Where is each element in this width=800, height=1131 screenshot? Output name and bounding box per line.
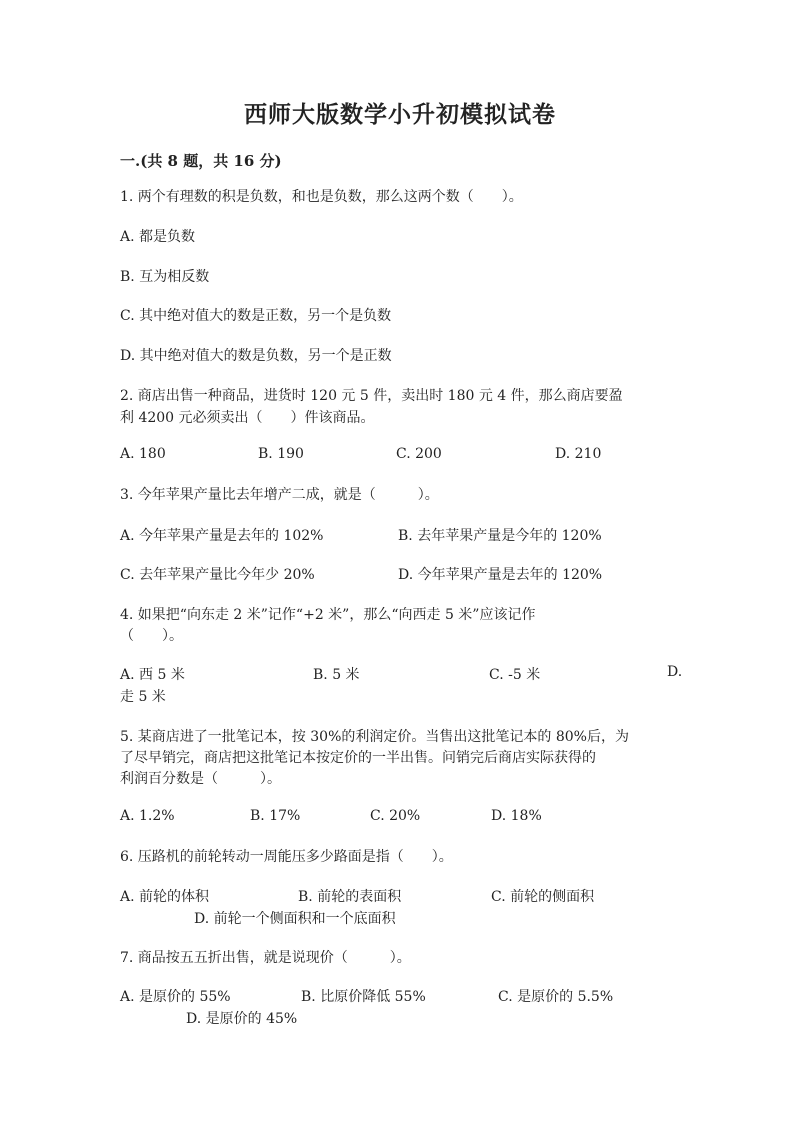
- question-7-option-c: C. 是原价的 5.5%: [498, 989, 614, 1005]
- question-6-option-b: B. 前轮的表面积: [298, 889, 402, 905]
- question-5-stem-line-1: 5. 某商店进了一批笔记本，按 30%的利润定价。当售出这批笔记本的 80%后，为: [120, 729, 629, 745]
- question-5-stem-line-2: 了尽早销完，商店把这批笔记本按定价的一半出售。问销完后商店实际获得的: [120, 750, 596, 766]
- question-6-option-a: A. 前轮的体积: [120, 889, 210, 905]
- question-2-stem-line-2: 利 4200 元必须卖出（ ）件该商品。: [120, 410, 375, 426]
- question-2-option-d: D. 210: [555, 446, 602, 462]
- question-4-stem-line-2: （ ）。: [120, 628, 183, 644]
- question-5-option-c: C. 20%: [370, 808, 421, 824]
- question-4-option-b: B. 5 米: [313, 667, 360, 683]
- question-7-option-d: D. 是原价的 45%: [186, 1011, 298, 1027]
- question-1-option-a: A. 都是负数: [120, 229, 196, 245]
- question-2-option-a: A. 180: [120, 446, 166, 462]
- question-5-option-b: B. 17%: [250, 808, 301, 824]
- question-4-option-d-text: 走 5 米: [120, 689, 166, 705]
- question-2-option-b: B. 190: [258, 446, 304, 462]
- question-1-option-c: C. 其中绝对值大的数是正数，另一个是负数: [120, 308, 392, 324]
- question-6-option-c: C. 前轮的侧面积: [491, 889, 595, 905]
- question-5-stem-line-3: 利润百分数是（ ）。: [120, 771, 281, 787]
- question-3-option-d: D. 今年苹果产量是去年的 120%: [398, 567, 603, 583]
- question-6-stem: 6. 压路机的前轮转动一周能压多少路面是指（ ）。: [120, 849, 453, 865]
- page-title: 西师大版数学小升初模拟试卷: [244, 101, 556, 128]
- question-4-option-a: A. 西 5 米: [120, 667, 185, 683]
- section-heading: 一.(共 8 题，共 16 分): [120, 152, 282, 170]
- question-4-option-c: C. -5 米: [489, 667, 541, 683]
- question-3-option-b: B. 去年苹果产量是今年的 120%: [398, 528, 602, 544]
- question-6-option-d: D. 前轮一个侧面积和一个底面积: [194, 911, 396, 927]
- question-3-option-c: C. 去年苹果产量比今年少 20%: [120, 567, 315, 583]
- question-3-stem: 3. 今年苹果产量比去年增产二成，就是（ ）。: [120, 487, 439, 503]
- question-1-option-d: D. 其中绝对值大的数是负数，另一个是正数: [120, 348, 392, 364]
- question-7-option-b: B. 比原价降低 55%: [301, 989, 426, 1005]
- question-7-option-a: A. 是原价的 55%: [120, 989, 231, 1005]
- question-2-option-c: C. 200: [396, 446, 442, 462]
- question-3-option-a: A. 今年苹果产量是去年的 102%: [120, 528, 324, 544]
- question-5-option-d: D. 18%: [491, 808, 542, 824]
- question-4-option-d-label: D.: [667, 664, 683, 680]
- question-1-option-b: B. 互为相反数: [120, 269, 210, 285]
- question-2-stem-line-1: 2. 商店出售一种商品，进货时 120 元 5 件，卖出时 180 元 4 件，那么商店要盈: [120, 388, 623, 404]
- question-7-stem: 7. 商品按五五折出售，就是说现价（ ）。: [120, 950, 411, 966]
- question-1-stem: 1. 两个有理数的积是负数，和也是负数，那么这两个数（ ）。: [120, 189, 523, 205]
- question-4-stem-line-1: 4. 如果把“向东走 2 米”记作“+2 米”，那么“向西走 5 米”应该记作: [120, 607, 536, 623]
- question-5-option-a: A. 1.2%: [120, 808, 175, 824]
